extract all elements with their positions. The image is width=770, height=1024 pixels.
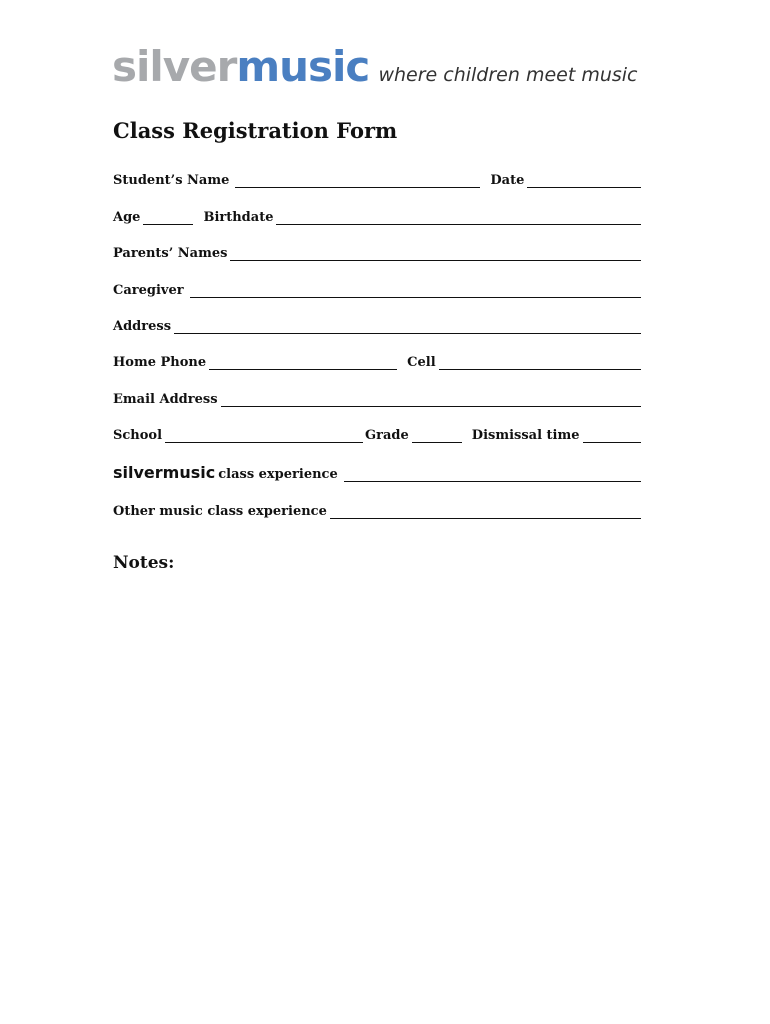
grade-label: Grade [365, 428, 409, 443]
other-experience-label: Other music class experience [113, 504, 327, 519]
logo [112, 42, 638, 91]
silvermusic-experience-field[interactable] [344, 468, 641, 482]
address-label: Address [113, 319, 172, 334]
row-address [113, 314, 641, 334]
email-field[interactable] [221, 393, 641, 407]
school-label: School [113, 428, 163, 443]
date-field[interactable] [527, 174, 641, 188]
grade-field[interactable] [412, 429, 462, 443]
email-label: Email Address [113, 392, 218, 407]
home-phone-field[interactable] [209, 356, 397, 370]
row-silvermusic-experience [113, 462, 641, 482]
row-school [113, 423, 641, 443]
student-name-field[interactable] [235, 174, 480, 188]
age-field[interactable] [143, 211, 193, 225]
birthdate-label: Birthdate [203, 210, 274, 225]
row-other-experience [113, 499, 641, 519]
silvermusic-experience-label: class experience [218, 467, 338, 482]
dismissal-time-label: Dismissal time [471, 428, 580, 443]
logo-silver: silver [112, 42, 237, 91]
other-experience-field[interactable] [330, 505, 641, 519]
parents-names-field[interactable] [230, 247, 641, 261]
birthdate-field[interactable] [276, 211, 641, 225]
row-phone [113, 350, 641, 370]
cell-label: Cell [407, 355, 436, 370]
notes-label: Notes: [113, 553, 175, 573]
home-phone-label: Home Phone [113, 355, 207, 370]
parents-names-label: Parents’ Names [113, 246, 228, 261]
address-field[interactable] [174, 320, 641, 334]
row-email [113, 387, 641, 407]
school-field[interactable] [165, 429, 363, 443]
row-caregiver [113, 278, 641, 298]
logo-music: music [236, 42, 370, 91]
silvermusic-brand-label: silvermusic [113, 463, 216, 482]
row-age [113, 205, 641, 225]
form-title: Class Registration Form [113, 118, 398, 143]
row-student-name [113, 168, 641, 188]
caregiver-field[interactable] [190, 284, 641, 298]
dismissal-time-field[interactable] [583, 429, 641, 443]
student-name-label: Student’s Name [113, 173, 230, 188]
age-label: Age [113, 210, 141, 225]
date-label: Date [490, 173, 525, 188]
row-parents-names [113, 241, 641, 261]
logo-tagline: where children meet music [378, 64, 638, 86]
cell-field[interactable] [439, 356, 641, 370]
caregiver-label: Caregiver [113, 283, 184, 298]
